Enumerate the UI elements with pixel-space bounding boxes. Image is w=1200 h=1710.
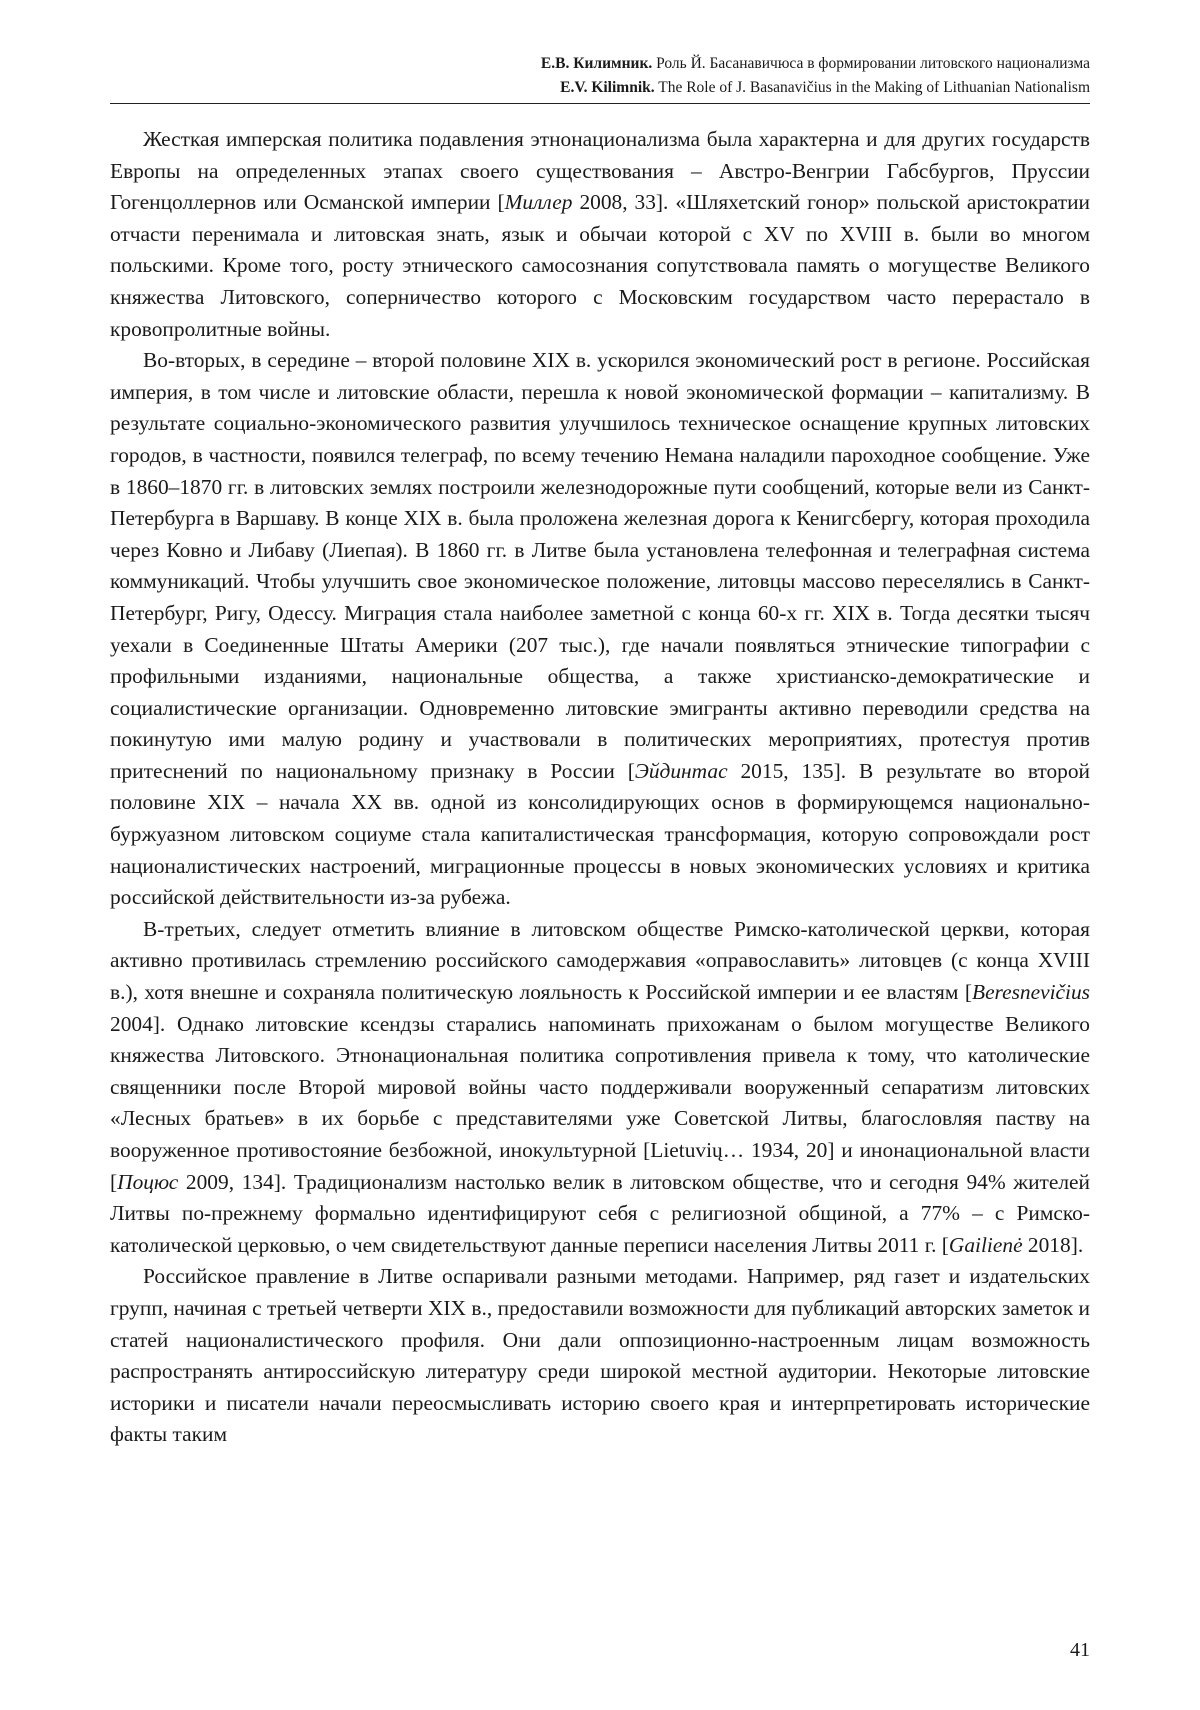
header-line-en <box>110 76 1090 100</box>
header-divider <box>110 103 1090 104</box>
header-line-ru <box>110 52 1090 76</box>
paragraph-3: В-третьих, следует отметить влияние в литовском обществе Римско-католической церкви, которая активно противилась стремлению российского самодержавия «оправославить» литовцев (с конца XVIII в.), хотя внешне и сохраняла политическую лояльность к Российской империи и ее властям [Beresnevičius 2004]. Однако литовские ксендзы старались напоминать прихожанам о былом могуществе Великого княжества Литовского. Этнонациональная политика сопротивления привела к тому, что католические священники после Второй мировой войны часто поддерживали вооруженный сепаратизм литовских «Лесных братьев» в их борьбе с представителями уже Советской Литвы, благословляя паству на вооруженное противостояние безбожной, инокультурной [Lietuvių… 1934, 20] и инонациональной власти [Поцюс 2009, 134]. Традиционализм настолько велик в литовском обществе, что и сегодня 94% жителей Литвы по-прежнему формально идентифицируют себя с религиозной общиной, а 77% – с Римско-католической церковью, о чем свидетельствуют данные переписи населения Литвы 2011 г. [Gailienė 2018]. <box>110 916 1090 1257</box>
header-author-ru: Е.В. Килимник. <box>540 55 653 72</box>
citation-author: Поцюс <box>117 1169 179 1194</box>
article-body <box>110 124 1090 1451</box>
paragraph-1: Жесткая имперская политика подавления этнонационализма была характерна и для других государств Европы на определенных этапах своего существования – Австро-Венгрии Габсбургов, Пруссии Гогенцоллернов или Османской империи [Миллер 2008, 33]. «Шляхетский гонор» польской аристократии отчасти перенимала и литовская знать, язык и обычаи которой с XV по XVIII в. были во многом польскими. Кроме того, росту этнического самосознания сопутствовала память о могуществе Великого княжества Литовского, соперничество которого с Московским государством часто перерастало в кровопролитные войны. <box>110 127 1090 341</box>
citation-author: Gailienė <box>948 1232 1023 1257</box>
paragraph-2: Во-вторых, в середине – второй половине XIX в. ускорился экономический рост в регионе. Российская империя, в том числе и литовские области, перешла к новой экономической формации – капитализму. В результате социально-экономического развития улучшилось техническое оснащение крупных литовских городов, в частности, появился телеграф, по всему течению Немана наладили пароходное сообщение. Уже в 1860–1870 гг. в литовских землях построили железнодорожные пути сообщений, которые вели из Санкт-Петербурга в Варшаву. В конце XIX в. была проложена железная дорога к Кенигсбергу, которая проходила через Ковно и Либаву (Лиепая). В 1860 гг. в Литве была установлена телефонная и телеграфная система коммуникаций. Чтобы улучшить свое экономическое положение, литовцы массово переселялись в Санкт-Петербург, Ригу, Одессу. Миграция стала наиболее заметной с конца 60-х гг. XIX в. Тогда десятки тысяч уехали в Соединенные Штаты Америки (207 тыс.), где начали появляться этнические типографии с профильными изданиями, национальные общества, а также христианско-демократические и социалистические организации. Одновременно литовские эмигранты активно переводили средства на покинутую ими малую родину и участвовали в политических мероприятиях, протестуя против притеснений по национальному признаку в России [Эйдинтас 2015, 135]. В результате во второй половине XIX – начала XX вв. одной из консолидирующих основ в формирующемся национально-буржуазном литовском социуме стала капиталистическая трансформация, которую сопровождали рост националистических настроений, миграционные процессы в новых экономических условиях и критика российской действительности из-за рубежа. <box>110 348 1090 910</box>
header-title-ru: Роль Й. Басанавичюса в формировании литовского национализма <box>656 55 1090 72</box>
citation-author: Beresnevičius <box>972 980 1090 1005</box>
paragraph-4: Российское правление в Литве оспаривали разными методами. Например, ряд газет и издательских групп, начиная с третьей четверти XIX в., предоставили возможности для публикаций авторских заметок и статей националистического профиля. Они дали оппозиционно-настроенным лицам возможность распространять антироссийскую литературу среди широкой местной аудитории. Некоторые литовские историки и писатели начали переосмысливать историю своего края и интерпретировать исторические факты таким <box>110 1264 1090 1447</box>
citation-author: Эйдинтас <box>634 758 728 783</box>
running-header <box>110 52 1090 100</box>
header-author-en: E.V. Kilimnik. <box>560 79 655 96</box>
header-title-en: The Role of J. Basanavičius in the Making of Lithuanian Nationalism <box>658 79 1090 96</box>
citation-author: Миллер <box>504 190 573 215</box>
page-number: 41 <box>1070 1639 1090 1661</box>
